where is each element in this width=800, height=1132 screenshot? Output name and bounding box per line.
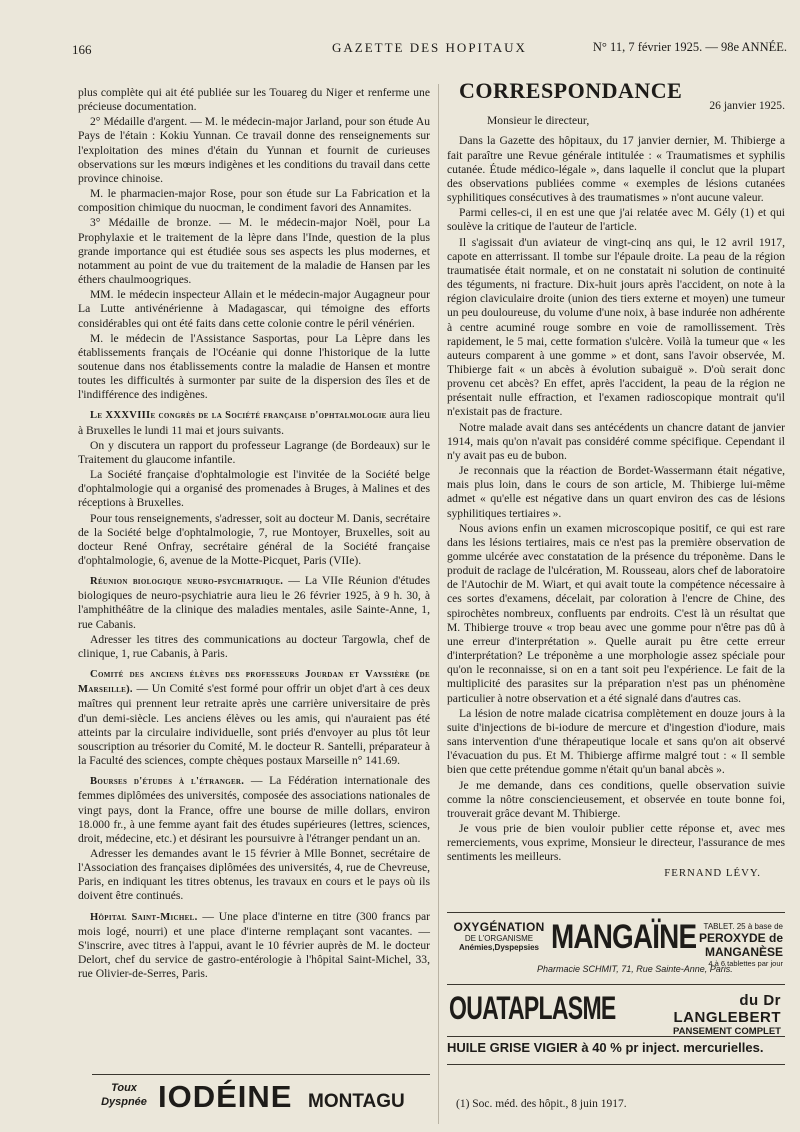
paragraph: M. le médecin de l'Assistance Sasportas, pour La Lèpre dans les établissements français de l'Océanie qui donne l'historique de la lutte soutenue dans nos établissements contre la maladie de Hansen et montre toutes les difficultés à surmonter par suite de la dispersion des îles et de l'indifférence des indigènes. <box>78 331 430 402</box>
paragraph: Je me demande, dans ces conditions, quelle observation suivie comme la nôtre consciencieusement, et observée en toute bonne foi, trouverait grâce devant M. Thibierge. <box>447 778 785 820</box>
news-heading: Hôpital Saint-Michel. <box>90 911 198 923</box>
ad-text: Dyspnée <box>101 1096 147 1108</box>
page-number: 166 <box>72 42 92 57</box>
paragraph: On y discutera un rapport du professeur Lagrange (de Bordeaux) sur le Traitement du glaucome infantile. <box>78 438 430 466</box>
ad-brand: OUATAPLASME <box>449 990 616 1026</box>
ad-ouata-right <box>641 992 781 1036</box>
news-item: Le XXXVIIIe congrès de la Société française d'ophtalmologie aura lieu à Bruxelles le lundi 11 mai et jours suivants. <box>78 408 430 437</box>
page-header <box>72 38 787 58</box>
ad-brand: MANGAÏNE <box>551 918 697 956</box>
ad-text: DE L'ORGANISME <box>464 934 534 943</box>
column-divider <box>438 84 439 1124</box>
ad-iodeine <box>92 1074 430 1125</box>
letter-date: 26 janvier 1925. <box>709 99 785 113</box>
ad-pharmacy: Pharmacie SCHMIT, 71, Rue Sainte-Anne, Paris. <box>537 964 733 974</box>
paragraph: La lésion de notre malade cicatrisa complètement en douze jours à la suite d'injections de bi-iodure de mercure et d'ingestion d'iodure, mais sans intervention d'une thérapeutique locale et sans qu'on ait observé l'évacuation du pus. Et M. Thibierge affirme malgré tout : « Il semble bien que cette prétendue gomme n'était qu'un banal abcès ». <box>447 706 785 777</box>
divider <box>447 984 785 985</box>
footnote: (1) Soc. méd. des hôpit., 8 juin 1917. <box>456 1098 627 1110</box>
ad-text: PANSEMENT COMPLET <box>672 1026 781 1036</box>
news-item: Comité des anciens élèves des professeurs Jourdan et Vayssière (de Marseille). — Un Comité s'est formé pour offrir un objet d'art à ces deux maîtres qui prennent leur retraite après une carrière universitaire de près d'un demi-siècle. Les anciens élèves ou les amis, qui n'auraient pas été atteints par la circulaire individuelle, sont priés d'envoyer au plus tôt leur souscription au trésorier du Comité, M. le docteur R. Santelli, préparateur à la Faculté des sciences, compte chèques postaux Marseille n° 141.69. <box>78 669 430 768</box>
divider <box>447 1064 785 1065</box>
paragraph: Pour tous renseignements, s'adresser, soit au docteur M. Danis, secrétaire de la Société belge d'ophtalmologie, 7, rue Montoyer, Bruxelles, soit au docteur René Onfray, secrétaire général de la Société française d'ophtalmologie, 6, avenue de la Motte-Picquet, Paris (VIIe). <box>78 511 430 567</box>
ad-oxy-left <box>451 920 547 952</box>
news-item: Bourses d'études à l'étranger. — La Fédération internationale des femmes diplômées des universités, composée des associations nationales de vingt pays, dont la France, offre une bourse de mille dollars, environ 18.000 fr., à une femme ayant fait des études supérieures (lettres, sciences, droit, médecine, etc.) et désirant les poursuivre à l'étranger pendant un an. <box>78 774 430 845</box>
news-heading: Bourses d'études à l'étranger. <box>90 776 245 788</box>
section-title: CORRESPONDANCE <box>459 78 683 103</box>
paragraph: Notre malade avait dans ses antécédents un chancre datant de janvier 1914, mais qu'on n'avait pas considéré comme spécifique. Cependant il n'y avait pas eu de bubon. <box>447 420 785 462</box>
paragraph: Il s'agissait d'un aviateur de vingt-cinq ans qui, le 12 avril 1917, capote en atterrissant. Il tombe sur l'épaule droite. La peau de la région traumatisée était normale, et on ne constatait ni solution de continuité des téguments, ni fracture. Dix-huit jours après l'accident, on note à la région claviculaire droite (union des tiers externe et moyen) une tumeur un peu douloureuse, du volume d'une noix, à base indurée non adhérente à centre acuminé rouge sombre en voie de ramollissement. Très rapidement, le 5 mai, cette formation s'ulcère. Voilà la tumeur que « les auteurs comparent à une gomme » et dont, sans l'avoir observée, M. Thibierge fait « un abcès à évolution subaiguë ». D'où serait donc provenu cet abcès? En effet, après l'accident, la peau de la région ne présentait nulle effraction, et l'examen radioscopique montrait qu'il n'existait pas de fracture. <box>447 235 785 419</box>
salutation: Monsieur le directeur, <box>487 114 590 128</box>
ad-text: du Dr LANGLEBERT <box>673 992 781 1026</box>
paragraph: Dans la Gazette des hôpitaux, du 17 janvier dernier, M. Thibierge a fait paraître une Revue générale intitulée : « Traumatismes et syphilis cutanée. Étude médico-légale », dans laquelle il conclut que la plupart des observations publiées comme « exemples de lésions cutanées syphilitiques consécutives à des traumatismes » n'ont aucune valeur. <box>447 134 785 205</box>
journal-title: GAZETTE DES HOPITAUX <box>332 40 527 55</box>
news-heading: Le XXXVIIIe congrès de la Société française d'ophtalmologie <box>90 410 387 422</box>
ad-text: Toux <box>111 1082 137 1094</box>
paragraph: plus complète qui ait été publiée sur les Touareg du Niger et renferme une précieuse documentation. <box>78 86 430 114</box>
issue-info: N° 11, 7 février 1925. — 98e ANNÉE. <box>592 40 787 54</box>
news-item: Réunion biologique neuro-psychiatrique. — La VIIe Réunion d'études biologiques de neuro-psychiatrie aura lieu le 26 février 1925, à 9 h. 30, à l'amphithéâtre de la clinique des maladies mentales, asile Sainte-Anne, 1, rue Cabanis. <box>78 574 430 631</box>
ad-ouataplasme <box>447 988 785 1036</box>
ad-text: PEROXYDE de MANGANÈSE <box>698 931 783 959</box>
signature: FERNAND LÉVY. <box>664 867 761 880</box>
paragraph: 3° Médaille de bronze. — M. le médecin-major Noël, pour La Prophylaxie et le traitement de la lèpre dans l'Inde, question de la plus grande importance qui est étudiée sous ses aspects les plus modernes, et notamment au point de vue du traitement de la maladie de Hansen par les éthers chaulmoogriques. <box>78 216 430 287</box>
ad-text: 4 à 6 tablettes par jour <box>708 959 783 968</box>
paragraph: Nous avions enfin un examen microscopique positif, ce qui est rare dans les lésions tertiaires, mais ce n'est pas la première observation de gomme ulcérée avec constatation de la présence du tréponème. Dans le produit de raclage de l'ulcération, M. Rousseau, alors chef de laboratoire de l'Autochir de M. Wiart, et qui avait toute la compétence nécessaire à ces sortes d'examens, décelait, par coloration à l'encre de Chine, des spirochètes nombreux, confluents par endroits. C'est là un résultat que M. Thibierge trouve « trop beau avec une gomme pour n'être pas dû à une erreur d'interprétation ». Quelle aurait pu être cette erreur d'interprétation? Le tréponème a une morphologie assez spéciale pour qu'on le reconnaisse, si on en a tant soit peu l'expérience. Le fait de la multiplicité des parasites sur la préparation n'est pas un phénomène particulier à notre observation et a été signalé dans d'autres cas. <box>447 521 785 705</box>
ad-iodeine-tags <box>96 1081 152 1109</box>
divider <box>447 912 785 913</box>
paragraph: La Société française d'ophtalmologie est l'invitée de la Société belge d'ophtalmologie qui a organisé des promenades à Bruges, à Malines et des réceptions à Bruxelles. <box>78 468 430 510</box>
paragraph: Je reconnais que la réaction de Bordet-Wassermann était négative, mais plus loin, dans le cours de son article, M. Thibierge lui-même admet « qu'elle est négative dans un quart environ des cas de lésions syphilitiques tertiaires ». <box>447 464 785 520</box>
ad-text: TABLET. 25 à base de <box>703 922 783 931</box>
paragraph: Adresser les titres des communications au docteur Targowla, chef de clinique, 1, rue Cabanis, à Paris. <box>78 632 430 660</box>
ad-brand: IODÉINE <box>158 1079 293 1114</box>
paragraph: Je vous prie de bien vouloir publier cette réponse et, avec mes remerciements, vous exprime, Monsieur le directeur, l'assurance de mes sentiments les meilleurs. <box>447 821 785 864</box>
ad-mangaine <box>447 916 785 978</box>
divider <box>447 1036 785 1037</box>
paragraph: MM. le médecin inspecteur Allain et le médecin-major Augagneur pour La Lutte antivénérienne à Madagascar, qui témoigne des efforts considérables qui ont été faits dans cette colonie contre le péril vénérien. <box>78 288 430 330</box>
paragraph: Adresser les demandes avant le 15 février à Mlle Bonnet, secrétaire de l'Association des françaises diplômées des universités, 4, rue de Chevreuse, Paris, en indiquant les titres obtenus, les travaux en cours et le pays où ils doivent être continués. <box>78 846 430 903</box>
ad-text: Anémies,Dyspepsies <box>458 943 540 952</box>
ad-huile-grise: HUILE GRISE VIGIER à 40 % pr inject. mercurielles. <box>447 1040 764 1055</box>
news-heading: Comité des anciens élèves des professeurs Jourdan et Vayssière (de Marseille). <box>78 669 430 696</box>
paragraph: M. le pharmacien-major Rose, pour son étude sur La Fabrication et la composition chimique du nuocman, le condiment favori des Annamites. <box>78 187 430 215</box>
right-column <box>447 78 785 881</box>
ad-text: OXYGÉNATION <box>453 920 545 934</box>
news-heading: Réunion biologique neuro-psychiatrique. <box>90 576 284 588</box>
news-item: Hôpital Saint-Michel. — Une place d'interne en titre (300 francs par mois logé, nourri) et une place d'interne remplaçant sont vacantes. — S'inscrire, avec titres à l'appui, avant le 10 février auprès de M. le docteur Delort, chef du service de gastro-entérologie à l'hôpital Saint-Michel, 33, rue Olivier-de-Serres, Paris. <box>78 909 431 981</box>
ad-subbrand: MONTAGU <box>308 1091 405 1112</box>
ad-oxy-right <box>673 922 783 968</box>
paragraph: Parmi celles-ci, il en est une que j'ai relatée avec M. Gély (1) et qui soulève la critique de l'auteur de l'article. <box>447 206 785 234</box>
left-column <box>78 86 430 981</box>
paragraph: 2° Médaille d'argent. — M. le médecin-major Jarland, pour son étude Au Pays de l'étain : Kokiu Yunnan. Ce travail donne des renseignements sur l'exploitation des mines d'étain du Yunnan et fournit de curieuses observations sur les mœurs indigènes et les conditions du travail dans cette province chinoise. <box>78 115 430 185</box>
